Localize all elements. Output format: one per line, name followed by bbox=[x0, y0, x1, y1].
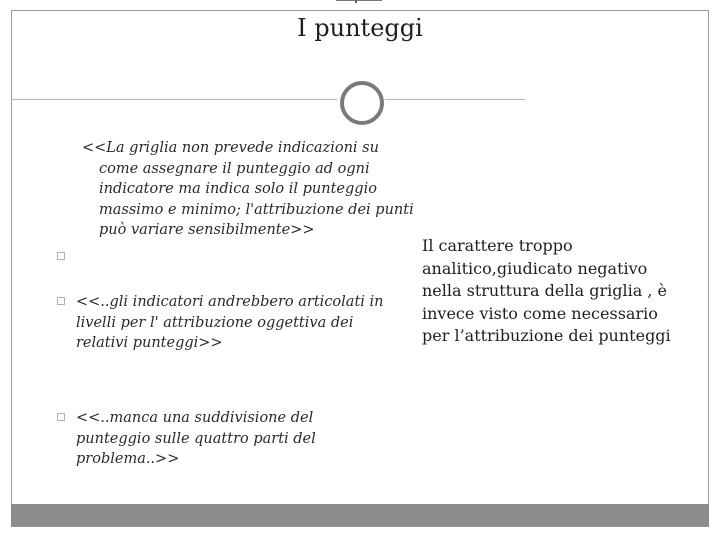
bullet-icon bbox=[57, 297, 65, 305]
top-tick bbox=[355, 0, 357, 3]
ring-ornament-icon bbox=[340, 81, 384, 125]
bullet-icon bbox=[57, 252, 65, 260]
title-divider-left bbox=[11, 99, 337, 100]
bottom-bar bbox=[11, 504, 709, 526]
title-divider-right bbox=[385, 99, 525, 100]
bullet-icon bbox=[57, 413, 65, 421]
quote-2: <<..gli indicatori andrebbero articolati in livelli per l' attribuzione oggettiva dei relativi punteggi>> bbox=[76, 294, 384, 351]
quote-1: <<La griglia non prevede indicazioni su come assegnare il punteggio ad ogni indicatore ma indica solo il punteggio massimo e minimo; l'attribuzione dei punti può variare sensibilmente>> bbox=[82, 140, 414, 238]
top-rule bbox=[336, 0, 382, 1]
slide-title: I punteggi bbox=[297, 14, 423, 42]
quote-3: <<..manca una suddivisione del punteggio sulle quattro parti del problema..>> bbox=[76, 410, 316, 467]
commentary-text: Il carattere troppo analitico,giudicato negativo nella struttura della griglia , è invece visto come necessario per l’attribuzione dei punteggi bbox=[422, 236, 671, 345]
